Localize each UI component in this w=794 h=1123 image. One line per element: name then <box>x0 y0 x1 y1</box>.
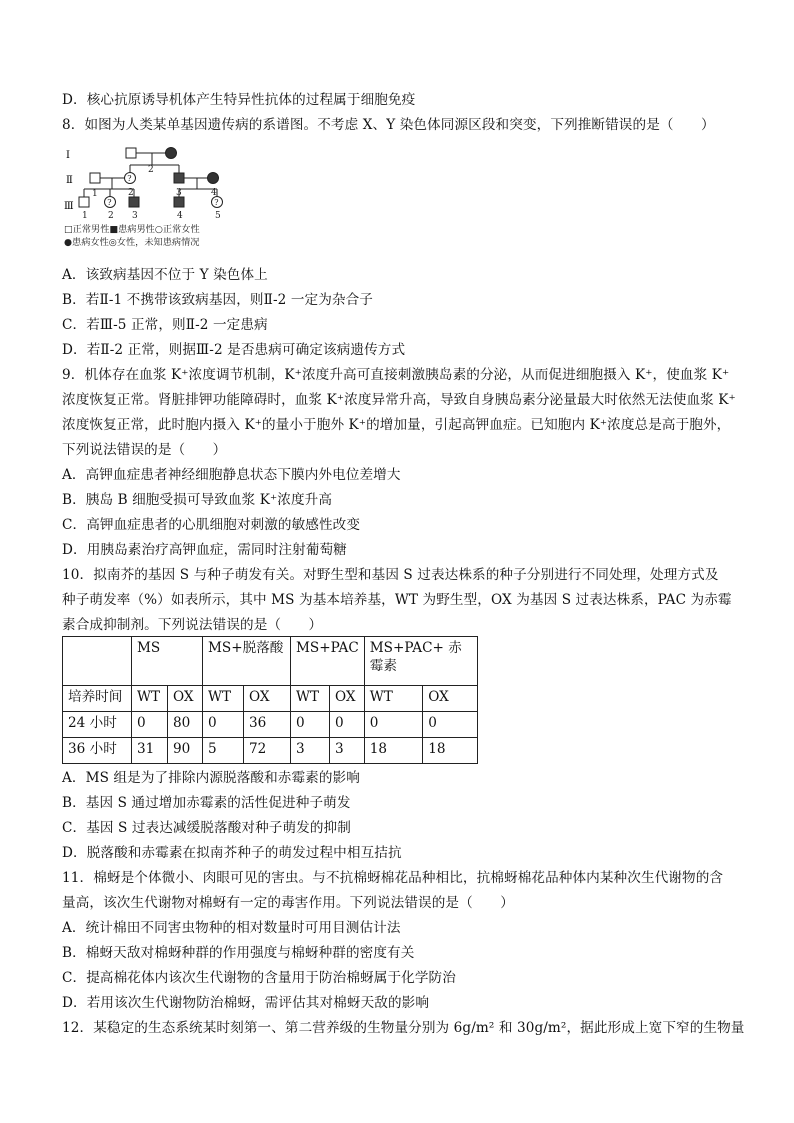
table-corner-cell <box>63 637 132 686</box>
II-1-number: 1 <box>92 189 98 199</box>
table-cell: 3 <box>329 738 364 764</box>
question-8-stem: 8．如图为人类某单基因遗传病的系谱图。不考虑 X、Y 染色体同源区段和突变，下列推断错误的是（ ） <box>62 117 715 133</box>
question-9-stem-2: 浓度恢复正常。肾脏排钾功能障碍时，血浆 K⁺浓度异常升高，导致自身胰岛素分泌量最大时依然无法使血浆 K⁺ <box>62 392 736 408</box>
option-11a: A．统计棉田不同害虫物种的相对数量时可用目测估计法 <box>62 920 401 936</box>
table-sub-ga-ox: OX <box>423 686 477 712</box>
III-3-affected-male <box>129 197 139 207</box>
table-row-36h <box>63 738 478 764</box>
III-3-number: 3 <box>132 211 138 221</box>
pedigree-legend-line-2: ●患病女性◎女性，未知患病情况 <box>64 237 200 248</box>
option-9a: A．高钾血症患者神经细胞静息状态下膜内外电位差增大 <box>62 467 401 483</box>
option-9d: D．用胰岛素治疗高钾血症，需同时注射葡萄糖 <box>62 542 347 558</box>
III-2-number: 2 <box>108 211 114 221</box>
question-12-stem-1: 12．某稳定的生态系统某时刻第一、第二营养级的生物量分别为 6g/m² 和 30g/m²，据此形成上宽下窄的生物量 <box>62 1020 745 1036</box>
III-1-normal-male <box>79 197 89 207</box>
table-cell: 80 <box>168 712 203 738</box>
question-11-stem-2: 量高，该次生代谢物对棉蚜有一定的毒害作用。下列说法错误的是（ ） <box>62 895 514 911</box>
table-cell: 3 <box>291 738 330 764</box>
table-cell: 90 <box>168 738 203 764</box>
question-10-stem-3: 素合成抑制剂。下列说法错误的是（ ） <box>62 617 323 633</box>
table-cell: 0 <box>329 712 364 738</box>
table-sub-pac-wt: WT <box>291 686 330 712</box>
II-2-number: 2 <box>128 188 134 198</box>
question-9-stem-3: 浓度恢复正常，此时胞内摄入 K⁺的量小于胞外 K⁺的增加量，引起高钾血症。已知胞内 K⁺浓度总是高于胞外， <box>62 417 731 433</box>
table-cell: 0 <box>291 712 330 738</box>
table-cell: 0 <box>364 712 423 738</box>
II-1-normal-male <box>90 173 100 183</box>
table-cell: 5 <box>203 738 244 764</box>
table-cell: 31 <box>132 738 168 764</box>
question-10-stem-1: 10．拟南芥的基因 S 与种子萌发有关。对野生型和基因 S 过表达株系的种子分别进行不同处理，处理方式及 <box>62 567 719 583</box>
table-cell: 18 <box>364 738 423 764</box>
table-cell: 72 <box>244 738 291 764</box>
option-8c: C．若Ⅲ-5 正常，则Ⅱ-2 一定患病 <box>62 317 268 333</box>
table-sub-ga-wt: WT <box>364 686 423 712</box>
question-11-stem-1: 11．棉蚜是个体微小、肉眼可见的害虫。与不抗棉蚜棉花品种相比，抗棉蚜棉花品种体内某种次生代谢物的含 <box>62 870 724 886</box>
III-4-number: 4 <box>177 211 183 221</box>
gen-label-I: Ⅰ <box>66 150 70 161</box>
III-5-number: 5 <box>215 211 221 221</box>
table-row-label-header: 培养时间 <box>63 686 132 712</box>
table-cell: 0 <box>423 712 477 738</box>
table-row-36h-label: 36 小时 <box>63 738 132 764</box>
option-11c: C．提高棉花体内该次生代谢物的含量用于防治棉蚜属于化学防治 <box>62 970 456 986</box>
table-cell: 0 <box>203 712 244 738</box>
III-1-number: 1 <box>82 211 88 221</box>
table-sub-aba-wt: WT <box>203 686 244 712</box>
svg-text:?: ? <box>107 198 112 208</box>
II-4-number: 4 <box>211 188 217 198</box>
option-10d: D．脱落酸和赤霉素在拟南芥种子的萌发过程中相互拮抗 <box>62 845 402 861</box>
table-sub-ms-ox: OX <box>168 686 203 712</box>
II-4-affected-female <box>208 173 219 184</box>
table-cell: 0 <box>132 712 168 738</box>
table-header-ms-aba: MS+脱落酸 <box>203 637 291 686</box>
I-2-affected-female <box>166 148 177 159</box>
table-cell: 36 <box>244 712 291 738</box>
II-3-affected-male <box>174 173 184 183</box>
table-sub-aba-ox: OX <box>244 686 291 712</box>
table-header-row <box>63 637 478 686</box>
question-10-stem-2: 种子萌发率（%）如表所示，其中 MS 为基本培养基，WT 为野生型，OX 为基因 S 过表达株系，PAC 为赤霉 <box>62 592 732 608</box>
table-header-ms: MS <box>132 637 203 686</box>
pedigree-chart <box>62 143 252 251</box>
option-11d: D．若用该次生代谢物防治棉蚜，需评估其对棉蚜天敌的影响 <box>62 995 430 1011</box>
germination-table <box>62 636 478 764</box>
option-8b: B．若Ⅱ-1 不携带该致病基因，则Ⅱ-2 一定为杂合子 <box>62 292 373 308</box>
option-10a: A．MS 组是为了排除内源脱落酸和赤霉素的影响 <box>62 770 360 786</box>
table-header-ms-pac: MS+PAC <box>291 637 365 686</box>
table-sub-pac-ox: OX <box>329 686 364 712</box>
table-cell: 18 <box>423 738 477 764</box>
option-10c: C．基因 S 过表达减缓脱落酸对种子萌发的抑制 <box>62 820 351 836</box>
gen-label-II: Ⅱ <box>66 175 73 186</box>
option-9c: C．高钾血症患者的心肌细胞对刺激的敏感性改变 <box>62 517 361 533</box>
option-11b: B．棉蚜天敌对棉蚜种群的作用强度与棉蚜种群的密度有关 <box>62 945 415 961</box>
question-9-stem-4: 下列说法错误的是（ ） <box>62 442 227 458</box>
option-8a: A．该致病基因不位于 Y 染色体上 <box>62 267 268 283</box>
pedigree-legend-line-1: □正常男性■患病男性○正常女性 <box>64 224 200 235</box>
option-9b: B．胰岛 B 细胞受损可导致血浆 K⁺浓度升高 <box>62 492 333 508</box>
III-4-affected-male <box>174 197 184 207</box>
svg-text:?: ? <box>127 174 132 184</box>
table-subheader-row <box>63 686 478 712</box>
table-row-24h <box>63 712 478 738</box>
option-10b: B．基因 S 通过增加赤霉素的活性促进种子萌发 <box>62 795 351 811</box>
svg-text:?: ? <box>214 198 219 208</box>
I-2-number: 2 <box>148 165 154 175</box>
table-header-ms-pac-ga: MS+PAC+ 赤 霉素 <box>364 637 477 686</box>
option-7d: D．核心抗原诱导机体产生特异性抗体的过程属于细胞免疫 <box>62 92 416 108</box>
II-3-number: 3 <box>176 188 182 198</box>
table-sub-ms-wt: WT <box>132 686 168 712</box>
table-row-24h-label: 24 小时 <box>63 712 132 738</box>
I-1-normal-male <box>126 148 136 158</box>
question-9-stem-1: 9．机体存在血浆 K⁺浓度调节机制，K⁺浓度升高可直接刺激胰岛素的分泌，从而促进细胞摄入 K⁺，使血浆 K⁺ <box>62 367 730 383</box>
option-8d: D．若Ⅱ-2 正常，则据Ⅲ-2 是否患病可确定该病遗传方式 <box>62 342 406 358</box>
gen-label-III: Ⅲ <box>64 201 74 212</box>
